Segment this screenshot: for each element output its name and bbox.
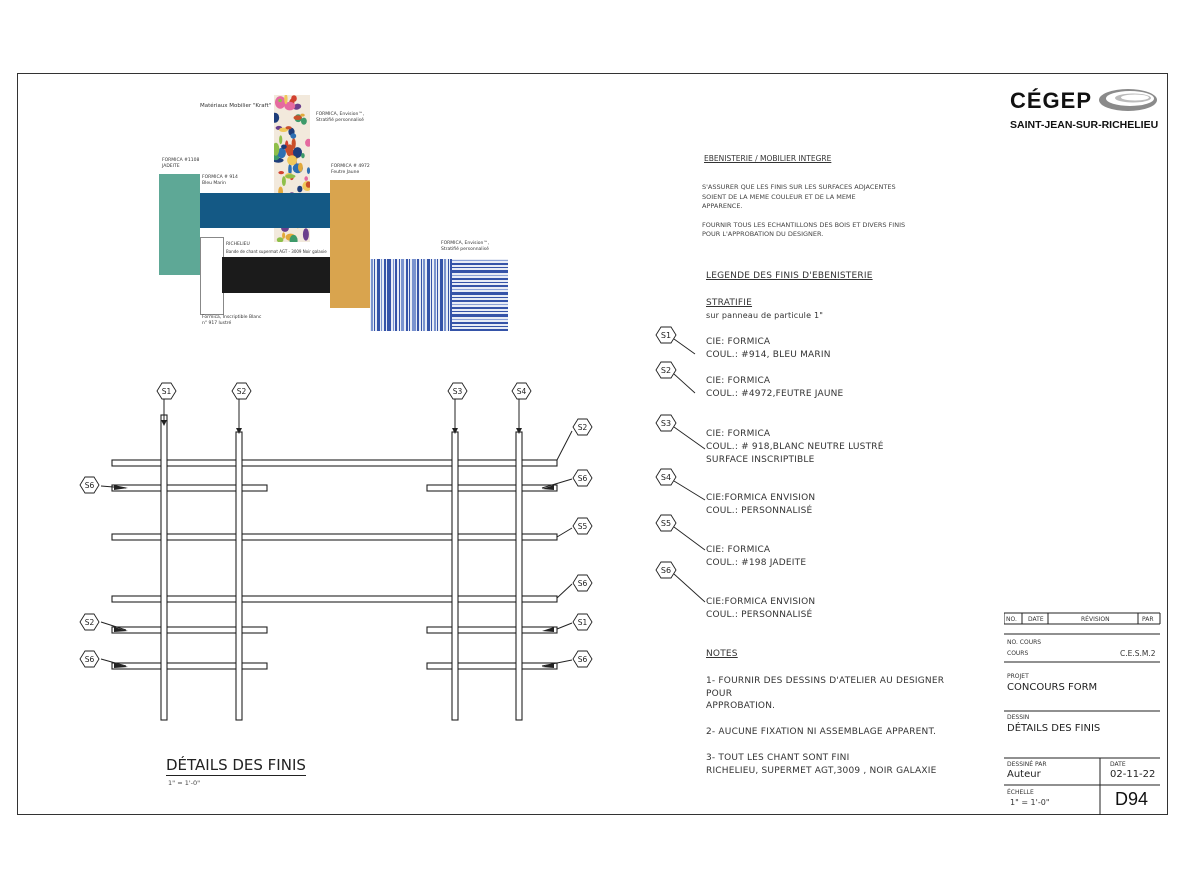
dessin-label: DESSIN (1007, 714, 1030, 721)
rev-date-header: DATE (1028, 616, 1044, 623)
shelf-left-2 (112, 627, 267, 633)
envision2-name: FORMICA, Envision™, (441, 241, 490, 246)
materials-title: Matériaux Mobilier "Kraft" (200, 103, 272, 109)
shelf-right-3 (427, 663, 557, 669)
shelf-elevation-drawing (70, 370, 610, 740)
envision1-desc: Stratifié personnalisé (316, 118, 364, 123)
title-block-lines (1004, 605, 1164, 815)
f1108-name: FORMICA #1108 (162, 158, 200, 163)
legend-line: CIE: FORMICA (706, 376, 771, 386)
legend-line: COUL.: #198 JADEITE (706, 558, 807, 568)
shelf-right-1 (427, 485, 557, 491)
projet-value: CONCOURS FORM (1007, 682, 1098, 693)
legend-subtext: sur panneau de particule 1" (706, 311, 824, 320)
cours-value: C.E.S.M.2 (1120, 649, 1156, 658)
drawing-title: DÉTAILS DES FINIS (166, 756, 306, 774)
legend-line: SURFACE INSCRIPTIBLE (706, 455, 815, 465)
dessin-value: DÉTAILS DES FINIS (1007, 723, 1101, 734)
legend-item-s2 (706, 375, 843, 401)
legend-line: CIE: FORMICA (706, 545, 771, 555)
note-1 (706, 675, 944, 713)
ebenisterie-line: APPARENCE. (702, 202, 743, 210)
upright-1 (161, 415, 167, 720)
right-tag-3: S5 (577, 522, 588, 531)
shelf-right-2 (427, 627, 557, 633)
logo-title: CÉGEP (1010, 88, 1093, 113)
legend-tag-1: S1 (660, 331, 672, 340)
dessine-par-value: Auteur (1007, 769, 1041, 780)
swatch-jadeite (159, 174, 200, 275)
swatch-feutre-jaune (330, 180, 370, 308)
top-tag-3: S3 (452, 387, 463, 396)
dessine-par-label: DESSINÉ PAR (1007, 761, 1047, 768)
echelle-value: 1" = 1'-0" (1010, 798, 1050, 807)
left-tag-1: S6 (84, 481, 95, 490)
f914-desc: Bleu Marin (202, 181, 226, 186)
envision1-name: FORMICA, Envision™, (316, 112, 365, 117)
legend-line: CIE:FORMICA ENVISION (706, 597, 816, 607)
legend-line: CIE: FORMICA (706, 429, 771, 439)
ebenisterie-line: POUR L'APPROBATION DU DESIGNER. (702, 230, 824, 238)
shelf-middle (112, 534, 557, 540)
legend-line: COUL.: #914, BLEU MARIN (706, 350, 831, 360)
left-tag-3: S6 (84, 655, 95, 664)
legend-line: COUL.: #4972,FEUTRE JAUNE (706, 389, 844, 399)
shelf-left-3 (112, 663, 267, 669)
richelieu-name: RICHELIEU (226, 242, 250, 247)
shelf-left-1 (112, 485, 267, 491)
legend-tag-4: S4 (660, 473, 672, 482)
echelle-label: ÉCHELLE (1007, 789, 1034, 796)
note-line: 1- FOURNIR DES DESSINS D'ATELIER AU DESIGNER (706, 676, 945, 686)
legend-item-s5 (706, 544, 806, 570)
ebenisterie-text (702, 183, 905, 240)
upright-4 (516, 432, 522, 720)
f4972-name: FORMICA # 4972 (331, 164, 370, 169)
rev-par-header: PAR (1142, 616, 1154, 623)
logo-subtitle: SAINT-JEAN-SUR-RICHELIEU (1010, 119, 1159, 131)
legend-tags (650, 320, 710, 620)
top-tag-1: S1 (161, 387, 172, 396)
ebenisterie-line: S'ASSURER QUE LES FINIS SUR LES SURFACES ADJACENTES (702, 183, 896, 191)
note-3 (706, 752, 936, 777)
legend-tag-6: S6 (660, 566, 672, 575)
legend-line: COUL.: # 918,BLANC NEUTRE LUSTRÉ (706, 442, 884, 452)
cours-label: COURS (1007, 650, 1029, 657)
envision2-desc: Stratifié personnalisé (441, 247, 489, 252)
legend-line: COUL.: PERSONNALISÉ (706, 506, 813, 516)
ebenisterie-line (702, 212, 905, 221)
no-cours-label: NO. COURS (1007, 639, 1042, 646)
note-line: 3- TOUT LES CHANT SONT FINI (706, 753, 850, 763)
projet-label: PROJET (1007, 673, 1029, 680)
top-tag-2: S2 (236, 387, 247, 396)
ebenisterie-line: FOURNIR TOUS LES ECHANTILLONS DES BOIS ET DIVERS FINIS (702, 220, 906, 229)
swatch-noir-galaxie (222, 257, 330, 293)
logo-swoosh-icon (1097, 86, 1159, 114)
swatch-bleu-marin (200, 193, 330, 228)
legend-line: COUL.: PERSONNALISÉ (706, 610, 813, 620)
legend-item-s4 (706, 492, 815, 518)
ebenisterie-line: SOIENT DE LA MEME COULEUR ET DE LA MEME (702, 192, 856, 201)
ebenisterie-heading: EBENISTERIE / MOBILIER INTEGRE (704, 154, 832, 163)
richelieu-desc: Bande de chant supermat AGT - 3009 Noir galaxie (226, 249, 327, 254)
left-tag-2: S2 (84, 618, 95, 627)
right-tag-6: S6 (577, 655, 588, 664)
legend-heading: LEGENDE DES FINIS D'EBENISTERIE (706, 271, 873, 281)
legend-item-s6 (706, 596, 815, 622)
right-tag-2: S6 (577, 474, 588, 483)
shelf-top (112, 460, 557, 466)
rev-no-header: NO. (1006, 616, 1017, 623)
legend-line: CIE:FORMICA ENVISION (706, 493, 816, 503)
upright-3 (452, 432, 458, 720)
note-2 (706, 726, 936, 739)
swatch-stripes-vertical (370, 259, 452, 331)
date-value: 02-11-22 (1110, 769, 1156, 780)
upright-2 (236, 432, 242, 720)
right-tag-1: S2 (577, 423, 588, 432)
notes-heading: NOTES (706, 649, 738, 659)
f1108-desc: JADEITE (162, 164, 180, 169)
swatch-stripes-horizontal (452, 259, 508, 331)
note-line: RICHELIEU, SUPERMET AGT,3009 , NOIR GALAXIE (706, 765, 937, 776)
note-line: POUR (706, 688, 733, 699)
f4972-desc: Feutre Jaune (331, 170, 360, 175)
note-line: APPROBATION. (706, 701, 776, 711)
date-label: DATE (1110, 761, 1126, 768)
legend-tag-3: S3 (660, 419, 672, 428)
drawing-scale: 1" = 1'-0" (168, 779, 201, 787)
legend-item-s3 (706, 428, 884, 467)
sheet-number: D94 (1115, 789, 1149, 809)
swatch-blanc (200, 237, 224, 315)
legend-item-s1 (706, 336, 831, 362)
f917-desc: n° 917 lustré (202, 321, 232, 326)
shelf-lower (112, 596, 557, 602)
right-tag-4: S6 (577, 579, 588, 588)
legend-line: CIE: FORMICA (706, 337, 771, 347)
legend-tag-5: S5 (660, 519, 672, 528)
note-line: 2- AUCUNE FIXATION NI ASSEMBLAGE APPARENT. (706, 727, 937, 737)
f917-name: Formica, Inscriptible Blanc (202, 315, 262, 320)
legend-tag-2: S2 (660, 366, 672, 375)
rev-revision-header: RÉVISION (1081, 616, 1110, 623)
right-tag-5: S1 (577, 618, 588, 627)
top-tag-4: S4 (516, 387, 527, 396)
f914-name: FORMICA # 914 (202, 175, 238, 180)
legend-subheading: STRATIFIE (706, 298, 753, 308)
